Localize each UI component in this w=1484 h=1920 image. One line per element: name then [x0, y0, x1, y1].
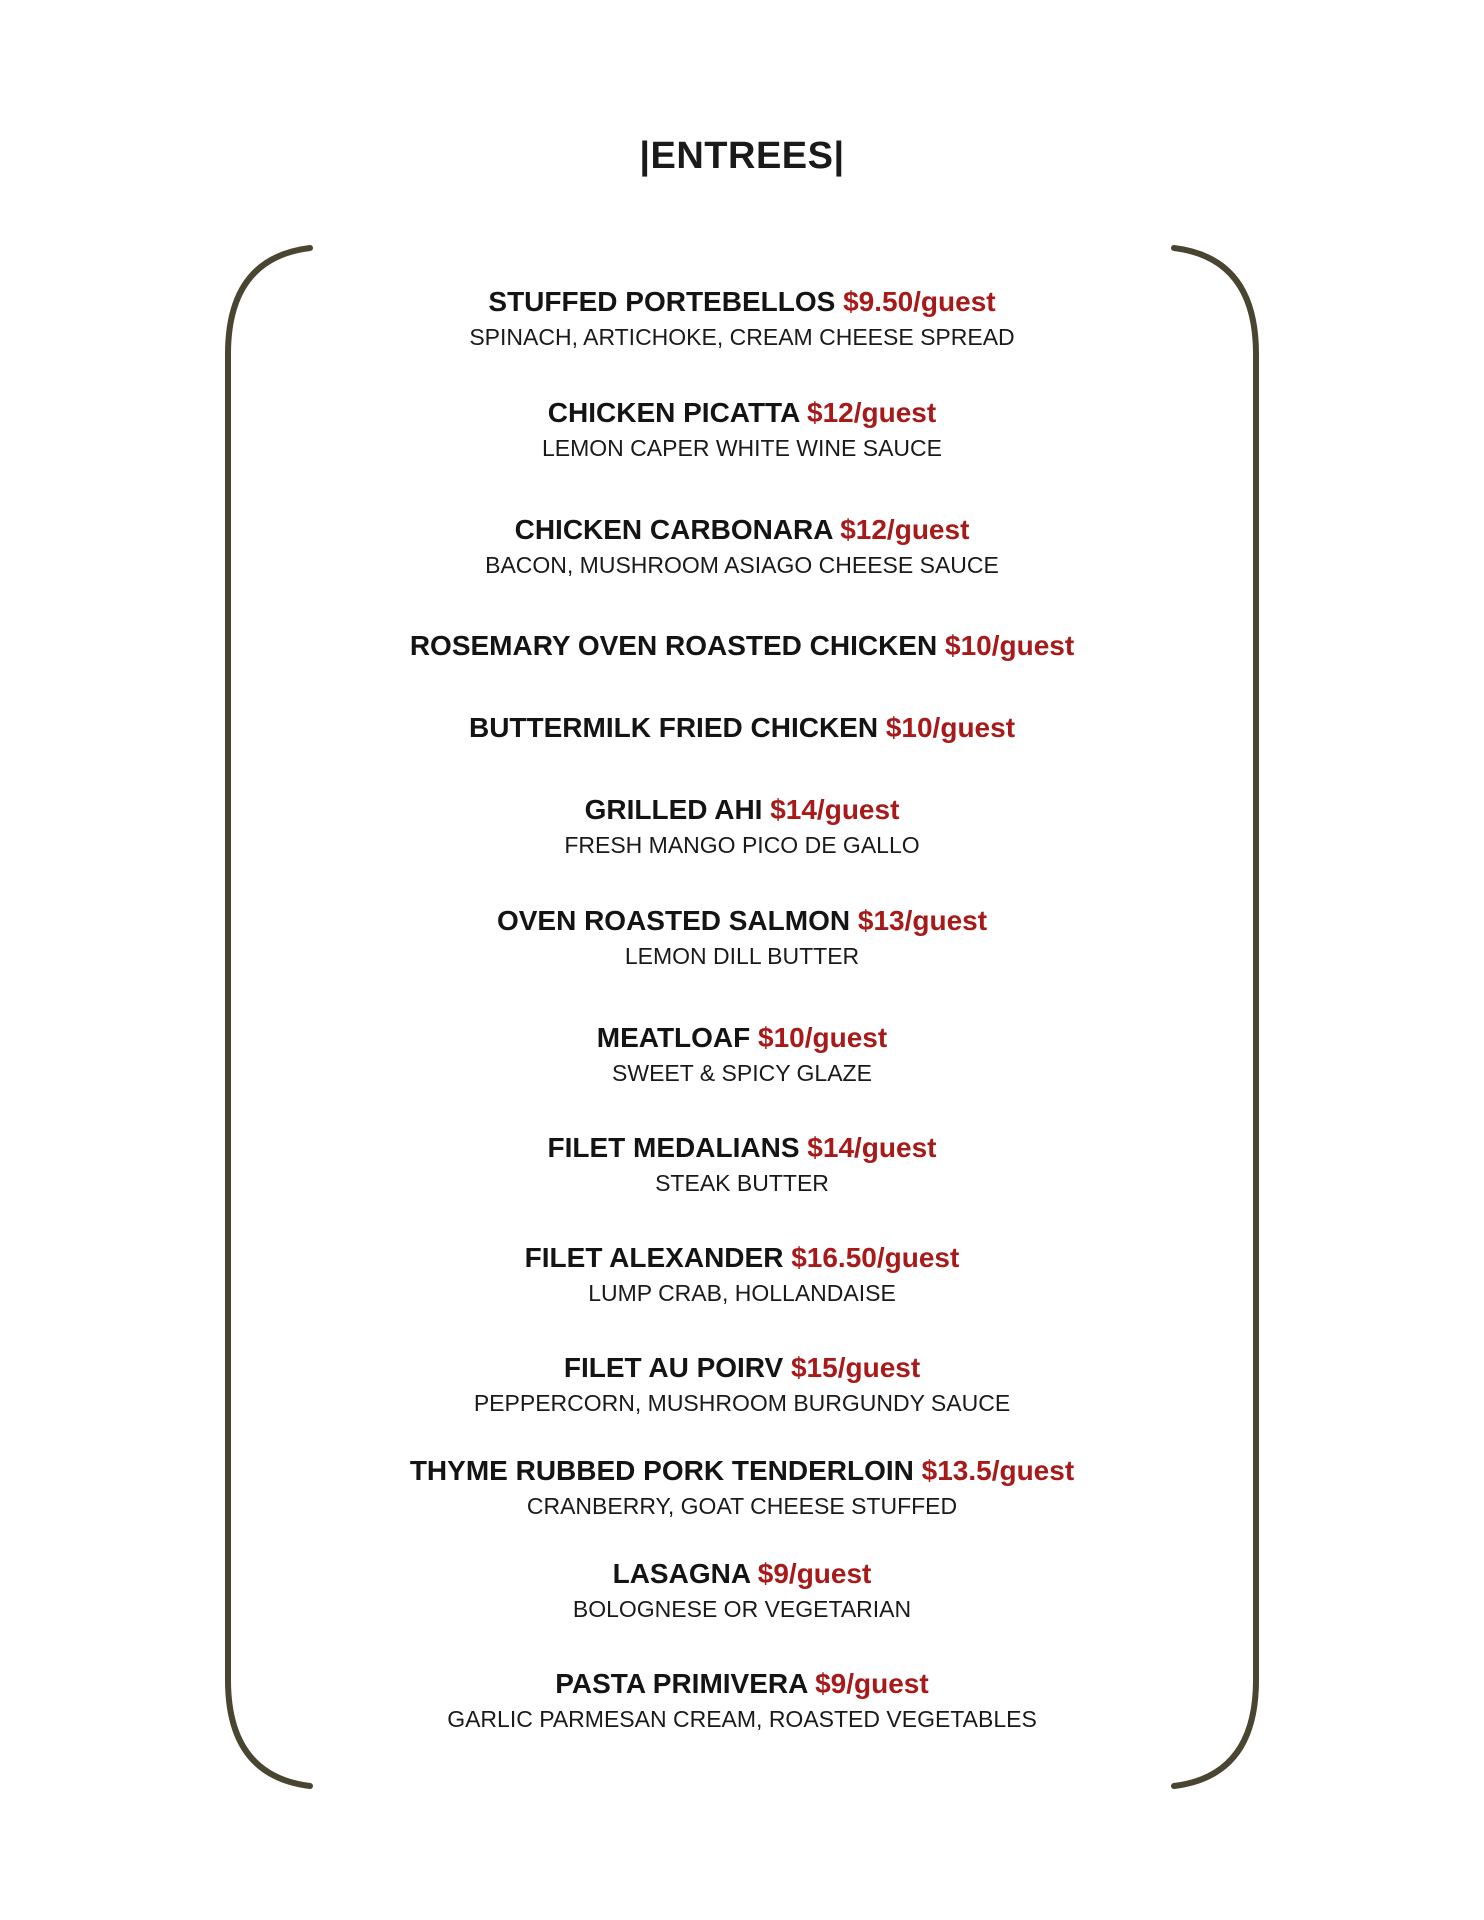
entry-name: FILET AU POIRV [563, 1352, 784, 1383]
entry-description: CRANBERRY, GOAT CHEESE STUFFED [526, 1493, 958, 1519]
entry-price: $10/guest [945, 630, 1075, 661]
menu-entry [0, 792, 1484, 860]
entry-heading [0, 1020, 1484, 1056]
entry-heading [0, 710, 1484, 746]
entry-description: SWEET & SPICY GLAZE [612, 1060, 872, 1086]
entry-price: $16.50/guest [791, 1242, 960, 1273]
menu-entry [0, 395, 1484, 463]
menu-entry [0, 903, 1484, 971]
entry-description: STEAK BUTTER [655, 1170, 829, 1196]
entry-description: FRESH MANGO PICO DE GALLO [564, 832, 920, 858]
page-title: |ENTREES| [639, 135, 845, 177]
menu-entry [0, 628, 1484, 664]
entry-heading [0, 1240, 1484, 1276]
entry-price: $13/guest [857, 905, 988, 936]
entry-name: GRILLED AHI [584, 794, 763, 825]
entry-description: GARLIC PARMESAN CREAM, ROASTED VEGETABLES [447, 1706, 1037, 1732]
entry-description: LEMON CAPER WHITE WINE SAUCE [542, 435, 942, 461]
entry-price: $15/guest [790, 1352, 921, 1383]
entry-description: BOLOGNESE OR VEGETARIAN [572, 1596, 912, 1622]
entry-price: $9/guest [757, 1558, 872, 1589]
entry-heading [0, 1130, 1484, 1166]
entry-name: PASTA PRIMIVERA [555, 1668, 808, 1699]
entry-name: STUFFED PORTEBELLOS [488, 286, 836, 317]
entry-heading [0, 1350, 1484, 1386]
entry-price: $12/guest [840, 514, 970, 545]
entry-name: OVEN ROASTED SALMON [496, 905, 851, 936]
menu-entry [0, 1020, 1484, 1088]
entry-name: BUTTERMILK FRIED CHICKEN [468, 712, 879, 743]
entry-description: SPINACH, ARTICHOKE, CREAM CHEESE SPREAD [469, 324, 1015, 350]
entry-description: PEPPERCORN, MUSHROOM BURGUNDY SAUCE [473, 1390, 1011, 1416]
menu-entry [0, 1240, 1484, 1308]
entry-heading [0, 792, 1484, 828]
entry-name: THYME RUBBED PORK TENDERLOIN [409, 1455, 914, 1486]
entry-heading [0, 284, 1484, 320]
menu-entry [0, 512, 1484, 580]
menu-entry [0, 1666, 1484, 1734]
entry-description: BACON, MUSHROOM ASIAGO CHEESE SAUCE [485, 552, 999, 578]
entry-name: ROSEMARY OVEN ROASTED CHICKEN [409, 630, 938, 661]
menu-entry [0, 710, 1484, 746]
entry-description: LUMP CRAB, HOLLANDAISE [588, 1280, 896, 1306]
menu-entry [0, 284, 1484, 352]
entry-price: $10/guest [758, 1022, 888, 1053]
entry-heading [0, 628, 1484, 664]
entry-name: FILET ALEXANDER [524, 1242, 784, 1273]
entry-heading [0, 1666, 1484, 1702]
menu-entry [0, 1453, 1484, 1521]
entry-heading [0, 903, 1484, 939]
menu-entry [0, 1350, 1484, 1418]
entry-name: LASAGNA [612, 1558, 750, 1589]
entry-price: $14/guest [770, 794, 900, 825]
entry-heading [0, 395, 1484, 431]
entry-heading [0, 1556, 1484, 1592]
entry-price: $10/guest [885, 712, 1016, 743]
menu-entry [0, 1556, 1484, 1624]
entry-name: CHICKEN PICATTA [547, 397, 800, 428]
menu-entry [0, 1130, 1484, 1198]
entry-description: LEMON DILL BUTTER [624, 943, 860, 969]
entry-name: CHICKEN CARBONARA [514, 514, 833, 545]
entry-heading [0, 512, 1484, 548]
entry-price: $14/guest [807, 1132, 937, 1163]
entry-name: MEATLOAF [596, 1022, 751, 1053]
entry-price: $12/guest [807, 397, 937, 428]
entry-heading [0, 1453, 1484, 1489]
entry-price: $9.50/guest [843, 286, 996, 317]
entry-price: $13.5/guest [921, 1455, 1075, 1486]
entry-price: $9/guest [815, 1668, 929, 1699]
entry-name: FILET MEDALIANS [547, 1132, 800, 1163]
